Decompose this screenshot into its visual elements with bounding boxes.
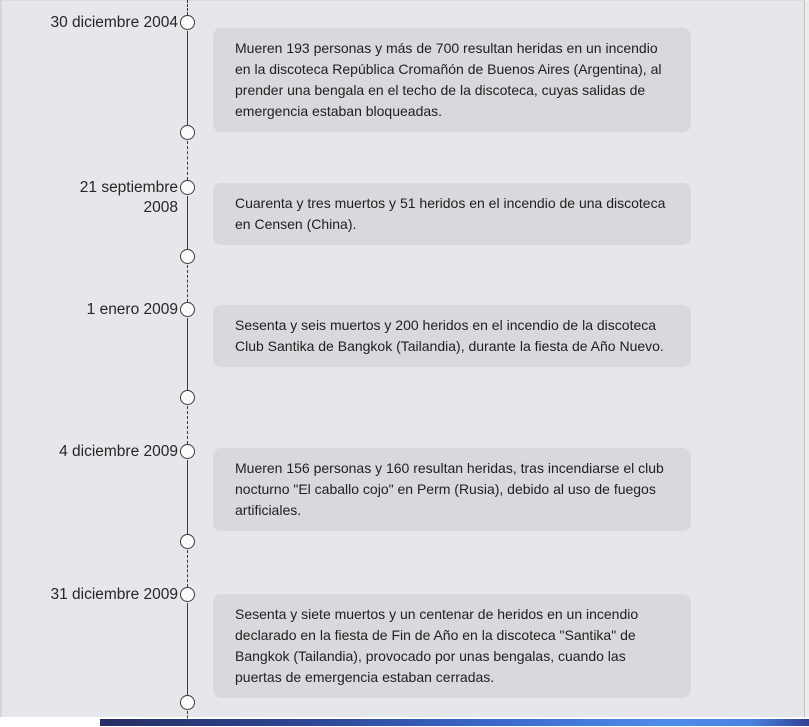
timeline-line-dashed [187,265,188,302]
timeline-mid-node-icon [180,390,195,405]
timeline-mid-node-icon [180,125,195,140]
event-card-text: Mueren 156 personas y 160 resultan heridas, tras incendiarse el club nocturno "El caballo cojo" en Perm (Rusia), debido al uso de fuegos artificiales. [235,460,664,518]
event-card [213,28,691,132]
timeline-line-dashed [187,406,188,444]
timeline-mid-node-icon [180,534,195,549]
timeline-line-solid [187,31,188,125]
event-card-text: Mueren 193 personas y más de 700 resultan heridas en un incendio en la discoteca República Cromañón de Buenos Aires (Argentina), al prender una bengala en el techo de la discoteca, cuyas salidas de emergencia estaban bloqueadas. [235,40,662,119]
timeline-node-icon[interactable] [180,302,195,317]
timeline-node-icon[interactable] [180,587,195,602]
event-card-text: Cuarenta y tres muertos y 51 heridos en el incendio de una discoteca en Censen (China). [235,195,666,232]
event-card-text: Sesenta y seis muertos y 200 heridos en el incendio de la discoteca Club Santika de Bangkok (Tailandia), durante la fiesta de Año Nuevo. [235,317,664,354]
event-date: 31 diciembre 2009 [50,586,178,603]
event-date: 21 septiembre 2008 [79,179,178,216]
event-card [213,448,691,531]
timeline-node-icon[interactable] [180,444,195,459]
event-card-text: Sesenta y siete muertos y un centenar de heridos en un incendio declarado en la fiesta de Fin de Año en la discoteca "Santika" de Bangkok (Tailandia), provocado por unas bengalas, cuando las puertas de emergencia estaban cerradas. [235,606,639,685]
right-gutter [805,0,809,717]
timeline-node-icon[interactable] [180,180,195,195]
timeline-mid-node-icon [180,695,195,710]
timeline-line-solid [187,318,188,390]
event-date: 1 enero 2009 [86,301,178,318]
event-card [213,594,691,698]
timeline-line-solid [187,460,188,534]
timeline-line-dashed [187,0,188,15]
timeline-line-dashed [187,550,188,587]
timeline-line-dashed [187,141,188,180]
event-date: 30 diciembre 2004 [50,14,178,31]
timeline-mid-node-icon [180,249,195,264]
timeline-line-solid [187,196,188,249]
event-card [213,183,691,245]
horizontal-scrollbar-thumb[interactable] [100,719,809,726]
event-date: 4 diciembre 2009 [59,443,178,460]
timeline-node-icon[interactable] [180,15,195,30]
event-card [213,305,691,367]
timeline-line-solid [187,603,188,695]
